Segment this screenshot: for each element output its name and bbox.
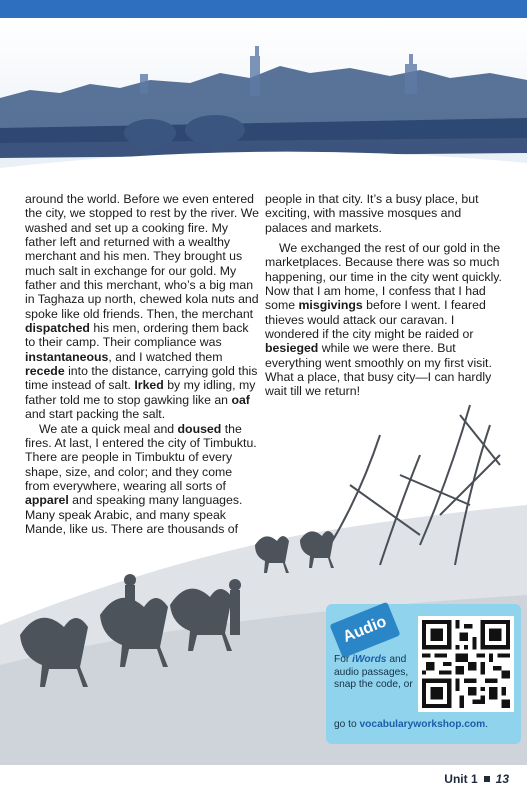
story-text-left-column bbox=[25, 192, 259, 536]
vocab-word: dispatched bbox=[25, 321, 90, 336]
left-paragraph-2: We ate a quick meal and doused the fires. At last, I entered the city of Timbuktu. There are people in Timbuktu of every shape, size, and color; and they come from everywhere, wearing all sorts of apparel and speaking many languages. Many speak Arabic, and many speak Mande, like us. There are thousands of bbox=[25, 421, 257, 536]
website-link[interactable]: vocabularyworkshop.com bbox=[359, 719, 486, 730]
iwords-logo: iWords bbox=[352, 654, 387, 665]
right-paragraph-1: people in that city. It’s a busy place, but exciting, with massive mosques and palaces and markets. bbox=[265, 192, 479, 235]
qr-code[interactable] bbox=[418, 616, 514, 712]
audio-label-tag: Audio bbox=[330, 602, 401, 659]
page-number: 13 bbox=[495, 772, 509, 786]
right-paragraph-2: We exchanged the rest of our gold in the marketplaces. Because there was so much happening, our time in the city went quickly. Now that I am home, I confess that I had some misgivings before I went. I feared thieves would attack our caravan. I wondered if the city might be raided or besieged while we were there. But everything went smoothly on my first visit. What a place, that busy city—I can hardly wait till we return! bbox=[265, 241, 502, 399]
vocab-word: oaf bbox=[231, 392, 250, 407]
vocab-word: instantaneous bbox=[25, 349, 109, 364]
vocab-word: misgivings bbox=[298, 298, 363, 313]
vocab-word: doused bbox=[177, 421, 222, 436]
audio-website: go to vocabularyworkshop.com. bbox=[334, 719, 489, 730]
vocab-word: apparel bbox=[25, 493, 69, 508]
vocab-word: besieged bbox=[265, 341, 319, 356]
unit-label: Unit 1 bbox=[444, 772, 478, 786]
vocab-word: recede bbox=[25, 364, 65, 379]
story-text-right-column bbox=[265, 192, 505, 399]
audio-callout bbox=[326, 604, 521, 744]
separator-square-icon bbox=[484, 776, 490, 782]
left-paragraph-1: around the world. Before we even entered the city, we stopped to rest by the river. We washed and set up a cooking fire. My father left and returned with a wealthy merchant and his men. They brought us much salt in exchange for our gold. My father and this merchant, who’s a big man in Taghaza up north, chewed kola nuts and spoke like old friends. Then, the merchant dispatched his men, ordering them back to their camp. Their compliance was instantaneous, and I watched them recede into the distance, carrying gold this time instead of salt. Irked by my idling, my father told me to stop gawking like an oaf and start packing the salt. bbox=[25, 192, 259, 422]
audio-instructions: For iWords and audio passages, snap the code, or bbox=[334, 654, 413, 690]
timbuktu-city-illustration bbox=[0, 18, 527, 188]
page-footer bbox=[444, 770, 509, 788]
vocab-word: Irked bbox=[134, 378, 164, 393]
